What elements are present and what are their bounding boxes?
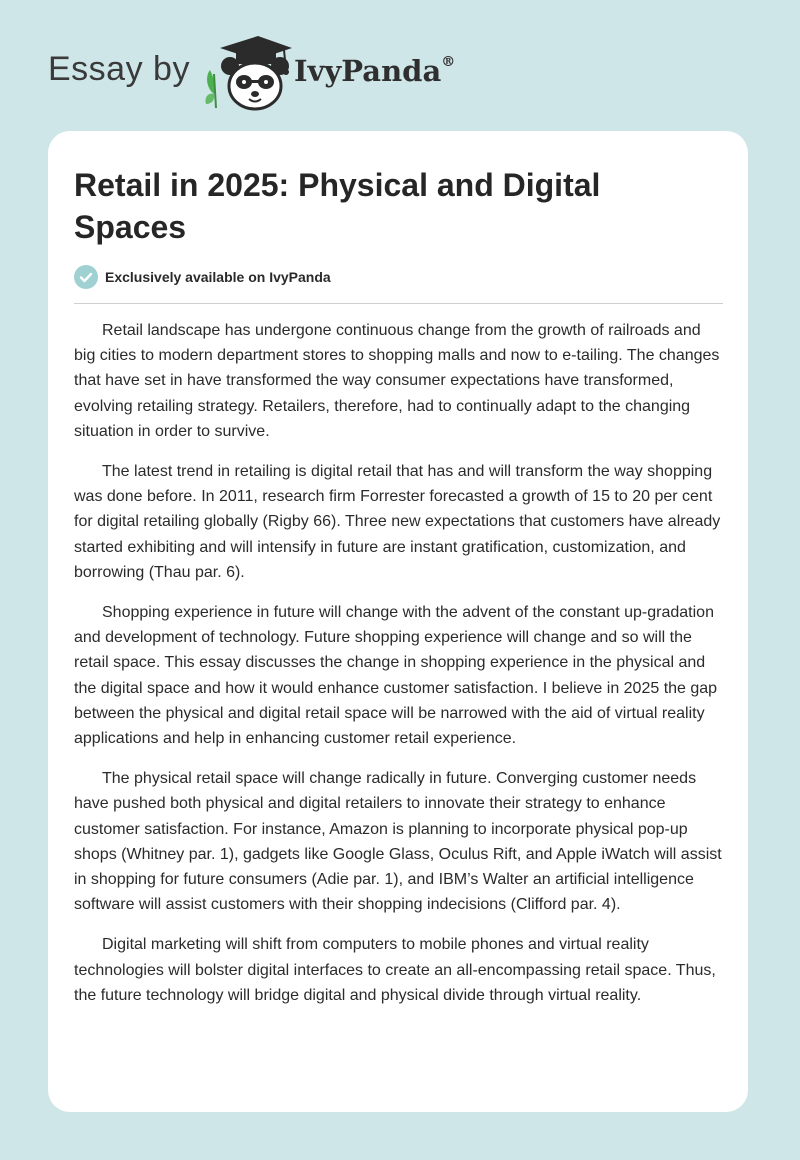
page-title: Retail in 2025: Physical and Digital Spaces [74, 167, 601, 245]
paragraph-2: The latest trend in retailing is digital retail that has and will transform the way shopping was done before. In 2011, research firm Forrester forecasted a growth of 15 to 20 per cent for digital retailing globally (Rigby 66). Three new expectations that customers have already started exhibiting and will intensify in future are instant gratification, customization, and borrowing (Thau par. 6). [74, 463, 721, 581]
essay-body [74, 318, 726, 1023]
panda-graduate-icon[interactable] [200, 34, 292, 112]
essay-by-label: Essay by [48, 50, 190, 88]
title-divider [74, 303, 723, 304]
registered-mark: ® [441, 54, 456, 70]
paragraph-4: The physical retail space will change radically in future. Converging customer needs have pushed both physical and digital retailers to innovate their strategy to enhance customer satisfaction. For instance, Amazon is planning to incorporate physical pop-up shops (Whitney par. 1), gadgets like Google Glass, Oculus Rift, and Apple iWatch will assist in shopping for future consumers (Adie par. 1), and IBM’s Walter an artificial intelligence software will assist customers with their shopping indecisions (Clifford par. 4). [74, 770, 722, 914]
site-header [0, 0, 800, 130]
essay-card [48, 131, 748, 1112]
exclusive-notice [74, 264, 331, 290]
check-circle-icon [74, 265, 98, 289]
paragraph-5: Digital marketing will shift from computers to mobile phones and virtual reality technologies will bolster digital interfaces to create an all-encompassing retail space. Thus, the future technology will bridge digital and physical divide through virtual reality. [74, 936, 716, 1004]
paragraph-1: Retail landscape has undergone continuous change from the growth of railroads and big cities to modern department stores to shopping malls and now to e-tailing. The changes that have set in have transformed the way consumer expectations have transformed, evolving retailing strategy. Retailers, therefore, had to continually adapt to the changing situation in order to survive. [74, 322, 720, 440]
brand-name-text: IvyPanda [294, 54, 442, 88]
paragraph-3: Shopping experience in future will change with the advent of the constant up-gradation and development of technology. Future shopping experience will change and so will the retail space. This essay discusses the change in shopping experience in the physical and the digital space and how it would enhance customer satisfaction. I believe in 2025 the gap between the physical and digital retail space will be narrowed with the aid of virtual reality applications and help in enhancing customer retail experience. [74, 604, 718, 748]
brand-name[interactable] [294, 54, 455, 88]
exclusive-label: Exclusively available on IvyPanda [105, 269, 331, 285]
